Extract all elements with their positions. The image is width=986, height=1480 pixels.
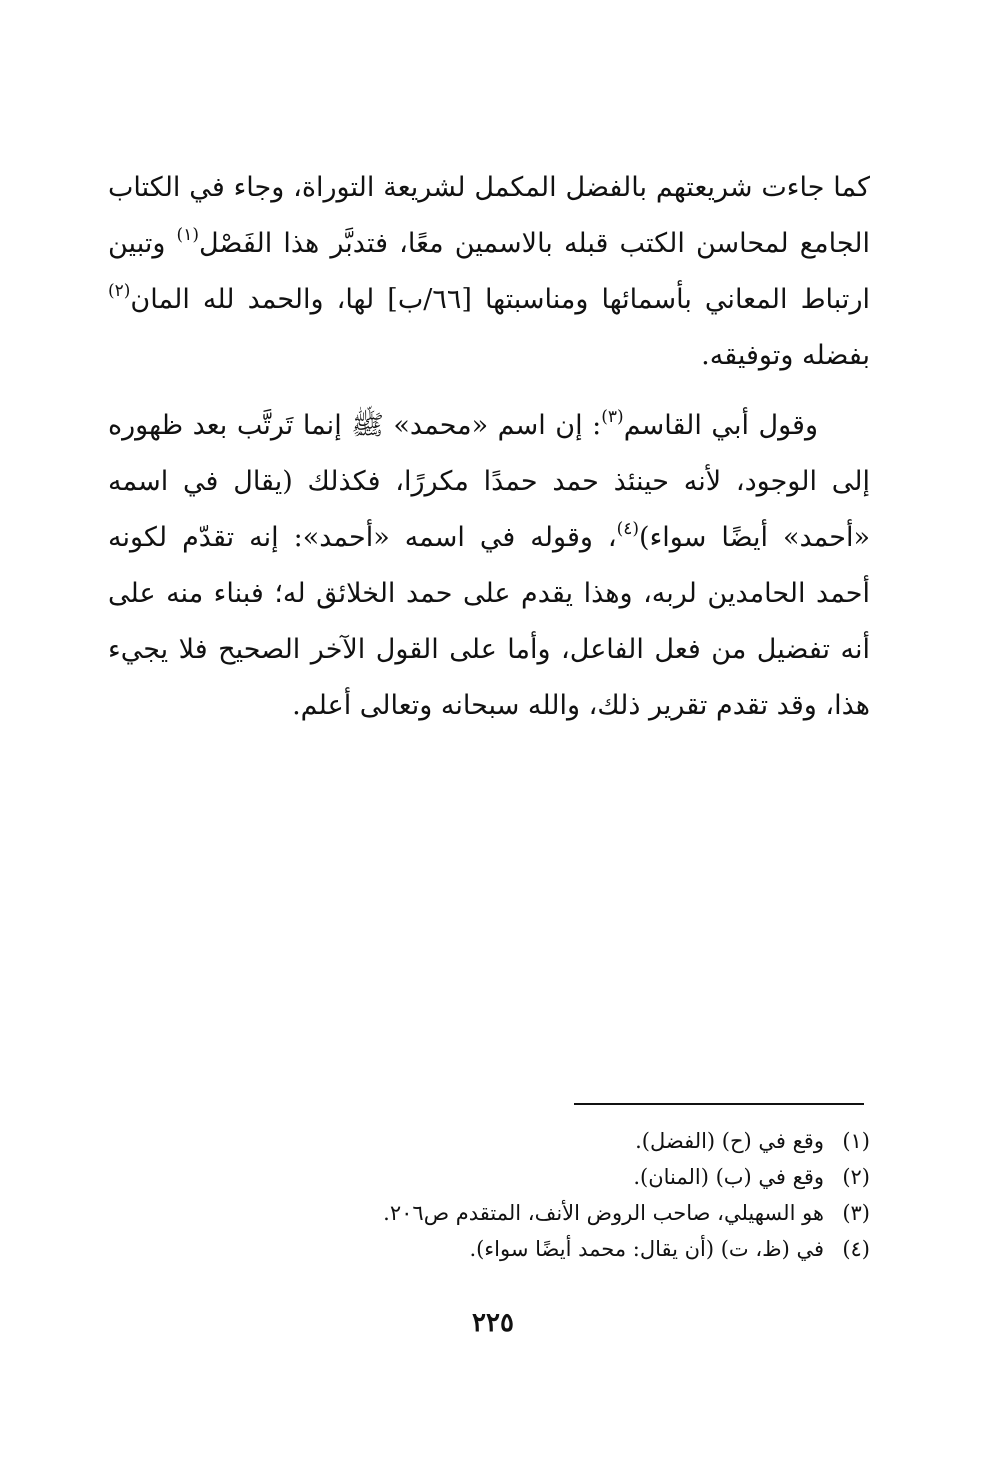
footnote-number: (١)	[842, 1129, 870, 1153]
page-number: ٢٢٥	[472, 1308, 514, 1338]
paragraph-2-text-b: : إن اسم «محمد» ﷺ إنما تَرتَّب بعد ظهوره إلى الوجود، لأنه حينئذ حمد حمدًا مكررًا، فكذلك (يقال في اسمه «أحمد» أيضًا سواء)	[108, 410, 871, 553]
footnote-number: (٢)	[842, 1165, 870, 1189]
paragraph-2	[108, 398, 870, 734]
paragraph-1	[108, 160, 870, 384]
footnote-ref-4[interactable]: (٤)	[616, 519, 640, 539]
footnote-text: في (ظ، ت) (أن يقال: محمد أيضًا سواء).	[469, 1237, 824, 1261]
paragraph-2-text-a: وقول أبي القاسم	[623, 410, 819, 441]
footnote-divider	[574, 1103, 864, 1105]
paragraph-1-text-a: كما جاءت شريعتهم بالفضل المكمل لشريعة التوراة، وجاء في الكتاب الجامع لمحاسن الكتب قبله بالاسمين معًا، فتدبَّر هذا الفَصْل	[108, 172, 870, 259]
footnote-item	[220, 1124, 870, 1158]
footnote-item	[220, 1196, 870, 1230]
footnote-item	[220, 1160, 870, 1194]
footnote-number: (٤)	[842, 1237, 870, 1261]
main-text	[108, 160, 870, 734]
paragraph-1-text-b: وتبين ارتباط المعاني بأسمائها ومناسبتها [٦٦/ب] لها، والحمد لله المان	[108, 228, 870, 315]
footnotes-list	[220, 1124, 870, 1268]
paragraph-1-text-c: بفضله وتوفيقه.	[701, 340, 870, 371]
footnote-text: وقع في (ب) (المنان).	[633, 1165, 824, 1189]
footnote-ref-2[interactable]: (٢)	[108, 281, 131, 301]
footnote-ref-1[interactable]: (١)	[176, 225, 199, 245]
footnote-ref-3[interactable]: (٣)	[601, 407, 624, 427]
footnote-item	[220, 1232, 870, 1266]
paragraph-2-text-c: ، وقوله في اسمه «أحمد»: إنه تقدّم لكونه أحمد الحامدين لربه، وهذا يقدم على حمد الخلائق له؛ فبناء منه على أنه تفضيل من فعل الفاعل، وأما على القول الآخر الصحيح فلا يجيء هذا، وقد تقدم تقرير ذلك، والله سبحانه وتعالى أعلم.	[108, 522, 870, 721]
footnote-text: هو السهيلي، صاحب الروض الأنف، المتقدم ص٢٠٦.	[383, 1201, 824, 1225]
footnote-number: (٣)	[842, 1201, 870, 1225]
footnote-text: وقع في (ح) (الفضل).	[635, 1129, 824, 1153]
